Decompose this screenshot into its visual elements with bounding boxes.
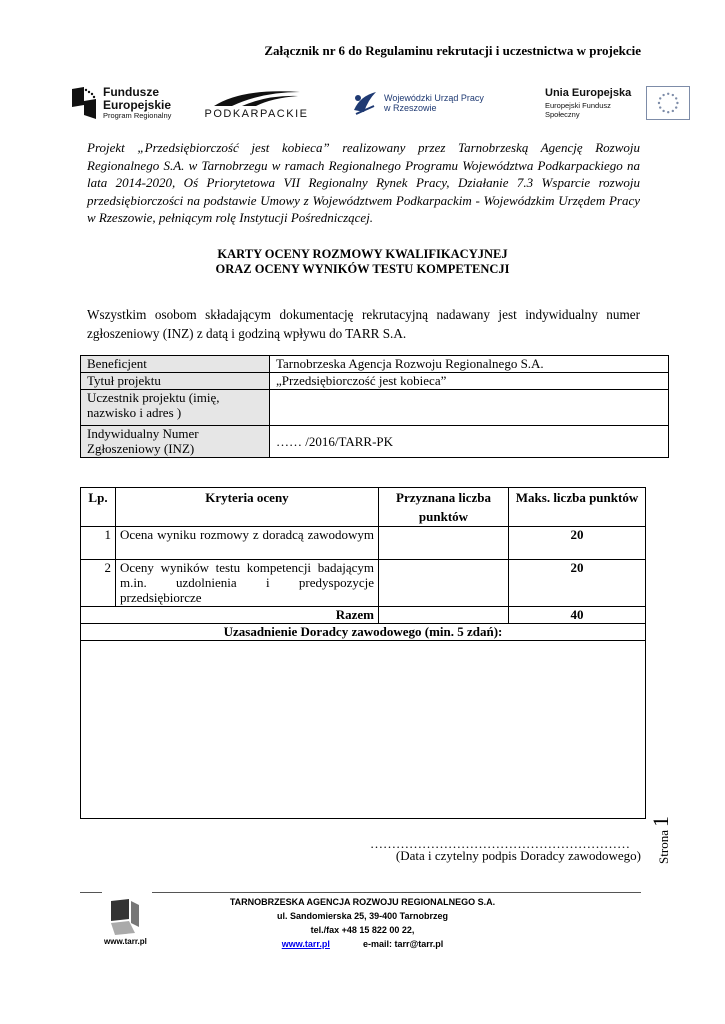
- eu-star: [667, 111, 669, 113]
- fundusze-flag-icon: [70, 85, 98, 121]
- eu-star: [671, 94, 673, 96]
- fundusze-line1: Fundusze: [103, 85, 159, 100]
- footer-divider: [80, 892, 102, 893]
- eu-star: [671, 110, 673, 112]
- info-table: [80, 355, 669, 458]
- score-table: [80, 487, 646, 819]
- footer-phone: tel./fax +48 15 822 00 22,: [310, 925, 415, 935]
- eu-star: [662, 94, 664, 96]
- row-criteria: Ocena wyniku rozmowy z doradcą zawodowym: [116, 527, 379, 560]
- total-awarded-input[interactable]: [379, 607, 509, 624]
- project-description: Projekt „Przedsiębiorczość jest kobieca” realizowany przez Tarnobrzeską Agencję Rozwoju Regionalnego S.A. w Tarnobrzegu w ramach Regionalnego Programu Województwa Podkarpackiego na lata 2014-2020, Oś Priorytetowa VII Regionalny Rynek Pracy, Działanie 7.3 Wsparcie rozwoju przedsiębiorczości na podstawie Umowy z Województwem Podkarpackim - Wojewódzkim Urzędem Pracy w Rzeszowie, pełniącym rolę Instytucji Pośredniczącej.: [87, 140, 640, 225]
- table-row: [81, 560, 646, 607]
- ue-line1: Unia Europejska: [545, 87, 632, 100]
- eu-star: [657, 102, 659, 104]
- info-label: Tytuł projektu: [81, 373, 270, 390]
- document-title-line1: KARTY OCENY ROZMOWY KWALIFIKACYJNEJ: [217, 247, 508, 261]
- eu-star: [659, 106, 661, 108]
- header-criteria: Kryteria oceny: [116, 488, 379, 527]
- info-label: Beneficjent: [81, 356, 270, 373]
- attachment-title: Załącznik nr 6 do Regulaminu rekrutacji i uczestnictwa w projekcie: [264, 43, 641, 58]
- footer-address: ul. Sandomierska 25, 39-400 Tarnobrzeg: [277, 911, 448, 921]
- eu-star: [676, 102, 678, 104]
- footer-contact: [200, 937, 525, 951]
- page-number-value: 1: [648, 816, 673, 828]
- total-label: Razem: [81, 607, 379, 624]
- footer-email: e-mail: tarr@tarr.pl: [362, 939, 444, 949]
- footer-info: [200, 895, 525, 951]
- info-row-tytul: [81, 373, 669, 390]
- eu-star: [659, 97, 661, 99]
- justification-row: [81, 641, 646, 819]
- row-max: 20: [509, 560, 646, 607]
- header-awarded: Przyznana liczba punktów: [379, 488, 509, 527]
- eu-star: [675, 106, 677, 108]
- intro-paragraph: Wszystkim osobom składającym dokumentację rekrutacyjną nadawany jest indywidualny numer zgłoszeniowy (INZ) z datą i godziną wpływu do TARR S.A.: [87, 307, 640, 341]
- info-label: Indywidualny Numer Zgłoszeniowy (INZ): [81, 426, 270, 458]
- fundusze-europejskie-logo: [70, 80, 180, 126]
- info-value-uczestnik[interactable]: [270, 390, 669, 426]
- podkarpackie-text: PODKARPACKIE: [204, 108, 309, 120]
- wup-line2: w Rzeszowie: [384, 103, 437, 113]
- footer-logo-url: www.tarr.pl: [104, 937, 147, 946]
- signature-line: ……………………………………………………: [370, 836, 630, 851]
- eu-flag-icon: [646, 86, 690, 120]
- header-lp: Lp.: [81, 488, 116, 527]
- document-title-line2: ORAZ OCENY WYNIKÓW TESTU KOMPETENCJI: [215, 262, 510, 276]
- row-max: 20: [509, 527, 646, 560]
- row-lp: 2: [81, 560, 116, 607]
- document-title: [80, 247, 645, 277]
- info-label: Uczestnik projektu (imię, nazwisko i adres ): [81, 390, 270, 426]
- footer-www-link[interactable]: www.tarr.pl: [281, 939, 330, 949]
- total-max: 40: [509, 607, 646, 624]
- row-lp: 1: [81, 527, 116, 560]
- header-max: Maks. liczba punktów: [509, 488, 646, 527]
- podkarpackie-logo: [190, 80, 323, 126]
- page-label-text: Strona: [656, 830, 671, 864]
- ue-line2: Europejski Fundusz Społeczny: [545, 100, 611, 119]
- signature-caption: (Data i czytelny podpis Doradcy zawodowego): [395, 848, 641, 863]
- info-row-uczestnik: [81, 390, 669, 426]
- tarr-logo-icon: [107, 897, 141, 937]
- ue-logo: [545, 80, 690, 126]
- row-awarded-input[interactable]: [379, 527, 509, 560]
- eu-star: [675, 97, 677, 99]
- info-row-inz: [81, 426, 669, 458]
- eu-star: [667, 93, 669, 95]
- row-awarded-input[interactable]: [379, 560, 509, 607]
- row-criteria: Oceny wyników testu kompetencji badającym m.in. uzdolnienia i predyspozycje przedsiębiorcze: [116, 560, 379, 607]
- info-value: Tarnobrzeska Agencja Rozwoju Regionalnego S.A.: [270, 356, 669, 373]
- wup-emblem-icon: [350, 88, 380, 118]
- info-row-beneficjent: [81, 356, 669, 373]
- info-value-inz[interactable]: …… /2016/TARR-PK: [270, 426, 669, 458]
- footer-org: TARNOBRZESKA AGENCJA ROZWOJU REGIONALNEGO S.A.: [229, 897, 496, 907]
- total-row: [81, 607, 646, 624]
- eu-star: [662, 110, 664, 112]
- info-value: „Przedsiębiorczość jest kobieca”: [270, 373, 669, 390]
- justification-label: Uzasadnienie Doradcy zawodowego (min. 5 zdań):: [81, 624, 646, 641]
- wup-line1: Wojewódzki Urząd Pracy: [384, 92, 484, 103]
- table-row: [81, 527, 646, 560]
- wup-logo: [350, 80, 510, 126]
- podkarpackie-mountain-icon: [212, 86, 302, 108]
- page-number: [648, 816, 725, 864]
- score-header-row: [81, 488, 646, 527]
- fundusze-line3: Program Regionalny: [103, 110, 172, 120]
- justification-header-row: [81, 624, 646, 641]
- footer-divider: [152, 892, 641, 893]
- justification-field[interactable]: [81, 641, 646, 819]
- fundusze-line2: Europejskie: [103, 98, 172, 113]
